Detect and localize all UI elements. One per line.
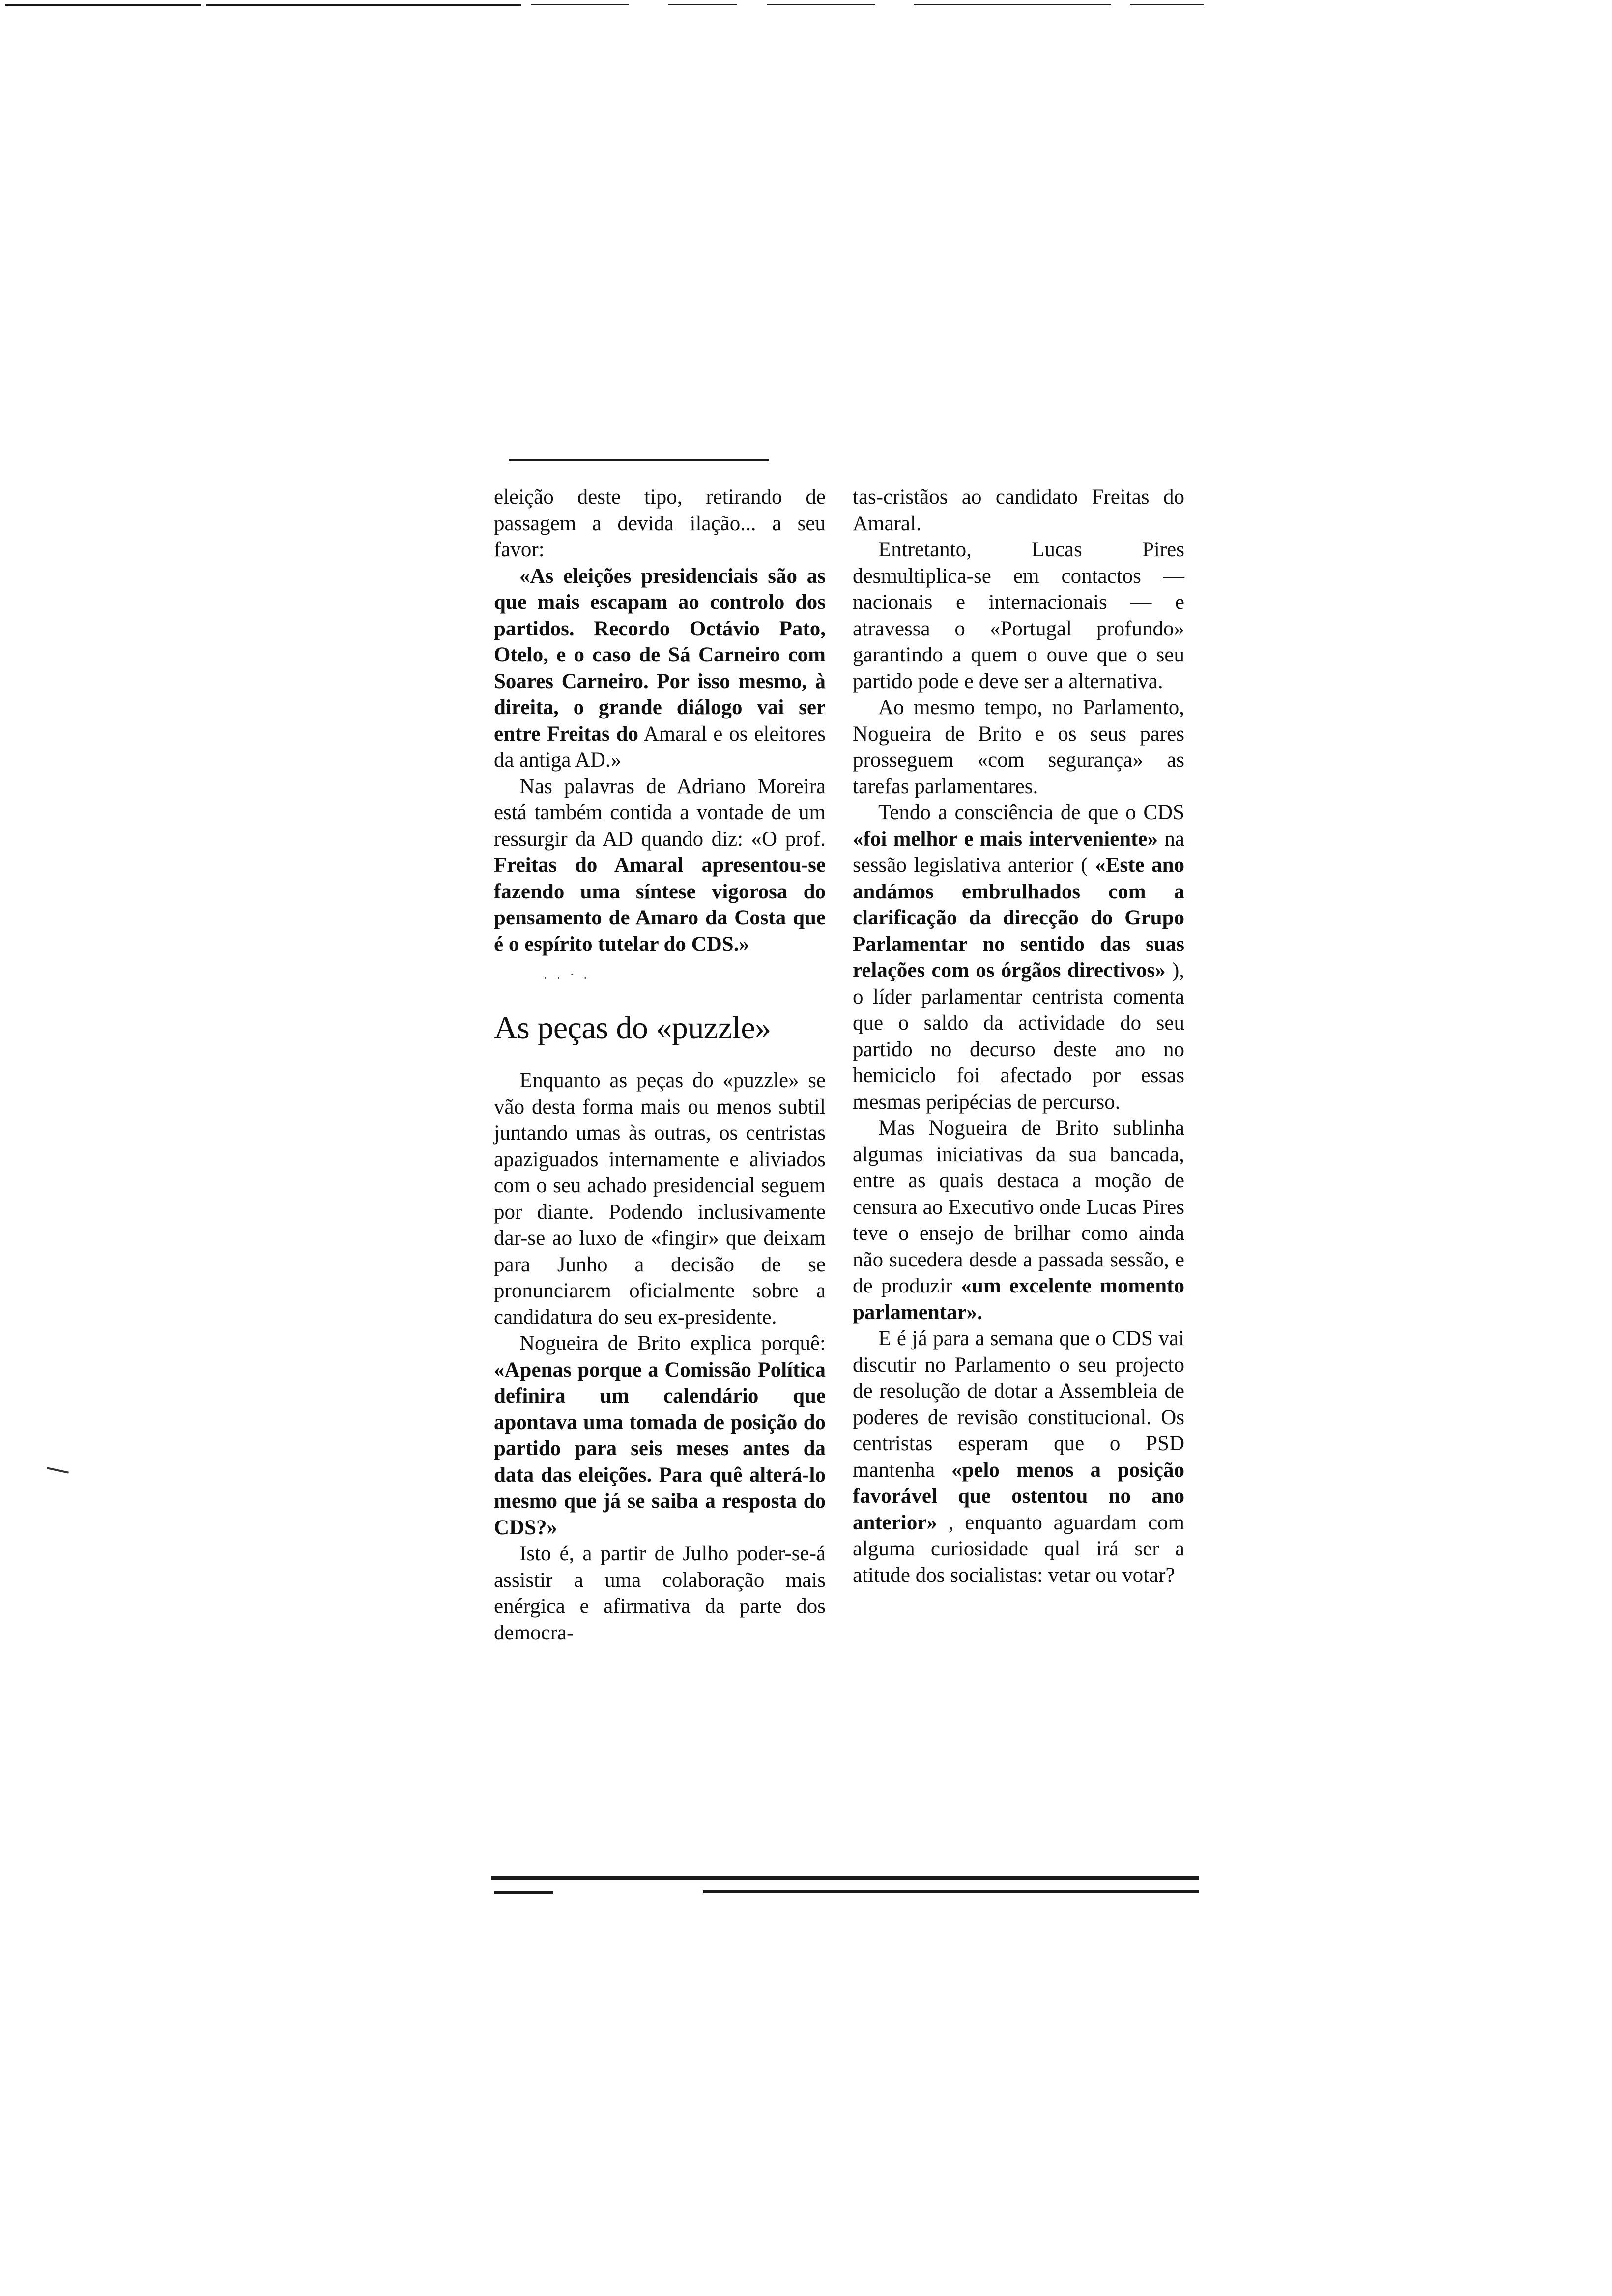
article-column-right [853, 484, 1184, 1588]
article-paragraph [853, 800, 1184, 1115]
article-quote-bold: «um excelente momento parlamentar». [853, 1274, 1184, 1324]
article-paragraph [853, 484, 1184, 537]
top-border-rule-6 [914, 4, 1111, 5]
article-paragraph [494, 774, 826, 958]
article-text: E é já para a semana que o CDS vai discutir no Parlamento o seu projecto de resolução de dotar a Assembleia de poderes de revisão constitucional. Os centristas esperam que o PSD mantenha [853, 1327, 1184, 1482]
article-paragraph [494, 1330, 826, 1541]
article-text: Tendo a consciência de que o CDS [878, 801, 1184, 824]
article-text: Enquanto as peças do «puzzle» se vão desta forma mais ou menos subtil juntando umas às outras, os centristas apaziguados internamente e aliviados com o seu achado presidencial seguem por diante. Podendo inclusivamente dar-se ao luxo de «fingir» que deixam para Junho a decisão de se pronunciarem oficialmente sobre a candidatura do seu ex-presidente. [494, 1069, 826, 1329]
article-text: Ao mesmo tempo, no Parlamento, Nogueira de Brito e os seus pares prosseguem «com segurança» as tarefas parlamentares. [853, 696, 1184, 798]
article-quote-bold: «foi melhor e mais interveniente» [853, 827, 1158, 851]
top-border-rule-5 [767, 4, 875, 5]
article-quote-bold: «Apenas porque a Comissão Política definira um calendário que apontava uma tomada de posição do partido para seis meses antes da data das eleições. Para quê alterá-lo mesmo que já se saiba a resposta do CDS?» [494, 1358, 826, 1539]
article-top-rule [509, 459, 769, 461]
article-text: eleição deste tipo, retirando de passagem a devida ilação... a seu favor: [494, 486, 826, 561]
article-text: tas-cristãos ao candidato Freitas do Amaral. [853, 486, 1184, 535]
article-paragraph [494, 563, 826, 774]
article-text: Isto é, a partir de Julho poder-se-á assistir a uma colaboração mais enérgica e afirmativa da parte dos democra- [494, 1542, 826, 1644]
article-quote-bold: «As eleições presidenciais são as que mais escapam ao controlo dos partidos. Recordo Octávio Pato, Otelo, e o caso de Sá Carneiro com Soares Carneiro. Por isso mesmo, à direita, o grande diálogo vai ser entre Freitas do [494, 564, 826, 746]
top-border-rule-4 [668, 4, 737, 5]
article-column-left [494, 484, 826, 1646]
article-text: Nas palavras de Adriano Moreira está também contida a vontade de um ressurgir da AD quando diz: «O prof. [494, 775, 826, 851]
article-paragraph [853, 1325, 1184, 1588]
article-bottom-rule-thick [491, 1876, 1199, 1880]
article-quote-bold: «pelo menos a posição favorável que ostentou no ano anterior» [853, 1458, 1185, 1534]
top-border-rule-7 [1130, 4, 1204, 5]
article-paragraph [494, 1541, 826, 1646]
article-text: Entretanto, Lucas Pires desmultiplica-se em contactos — nacionais e internacionais — e atravessa o «Portugal profundo» garantindo a quem o ouve que o seu partido pode e deve ser a alternativa. [853, 538, 1184, 693]
article-quote-bold: Freitas do Amaral apresentou-se fazendo uma síntese vigorosa do pensamento de Amaro da Costa que é o espírito tutelar do CDS.» [494, 854, 826, 956]
subheading: As peças do «puzzle» [494, 1010, 771, 1046]
article-text: , enquanto aguardam com alguma curiosidade qual irá ser a atitude dos socialistas: vetar ou votar? [853, 1511, 1184, 1587]
article-bottom-rule-right [703, 1890, 1199, 1893]
article-bottom-rule-left [494, 1891, 553, 1894]
article-paragraph [853, 537, 1184, 694]
article-text: Mas Nogueira de Brito sublinha algumas iniciativas da sua bancada, entre as quais destaca a moção de censura ao Executivo onde Lucas Pires teve o ensejo de brilhar como ainda não sucedera desde a passada sessão, e de produzir [853, 1117, 1184, 1297]
article-paragraph [853, 1115, 1184, 1325]
article-paragraph [494, 484, 826, 563]
top-border-rule-3 [531, 4, 629, 5]
article-quote-bold: «Este ano andámos embrulhados com a clarificação da direcção do Grupo Parlamentar no sentido das suas relações com os órgãos directivos» [853, 854, 1185, 982]
article-text: na sessão legislativa anterior ( [853, 827, 1184, 877]
top-border-rule-1 [5, 4, 202, 6]
scan-margin-mark [47, 1467, 69, 1473]
article-text: Nogueira de Brito explica porquê: [519, 1332, 826, 1355]
article-text: Amaral e os eleitores da antiga AD.» [494, 722, 826, 772]
top-border-rule-2 [206, 4, 521, 6]
article-paragraph [853, 694, 1184, 800]
article-paragraph [494, 1067, 826, 1330]
article-text: ), o líder parlamentar centrista comenta que o saldo da actividade do seu partido no decurso deste ano no hemiciclo foi afectado por essas mesmas peripécias de percurso. [853, 959, 1185, 1114]
scan-noise: · · ˙ · [543, 971, 591, 985]
